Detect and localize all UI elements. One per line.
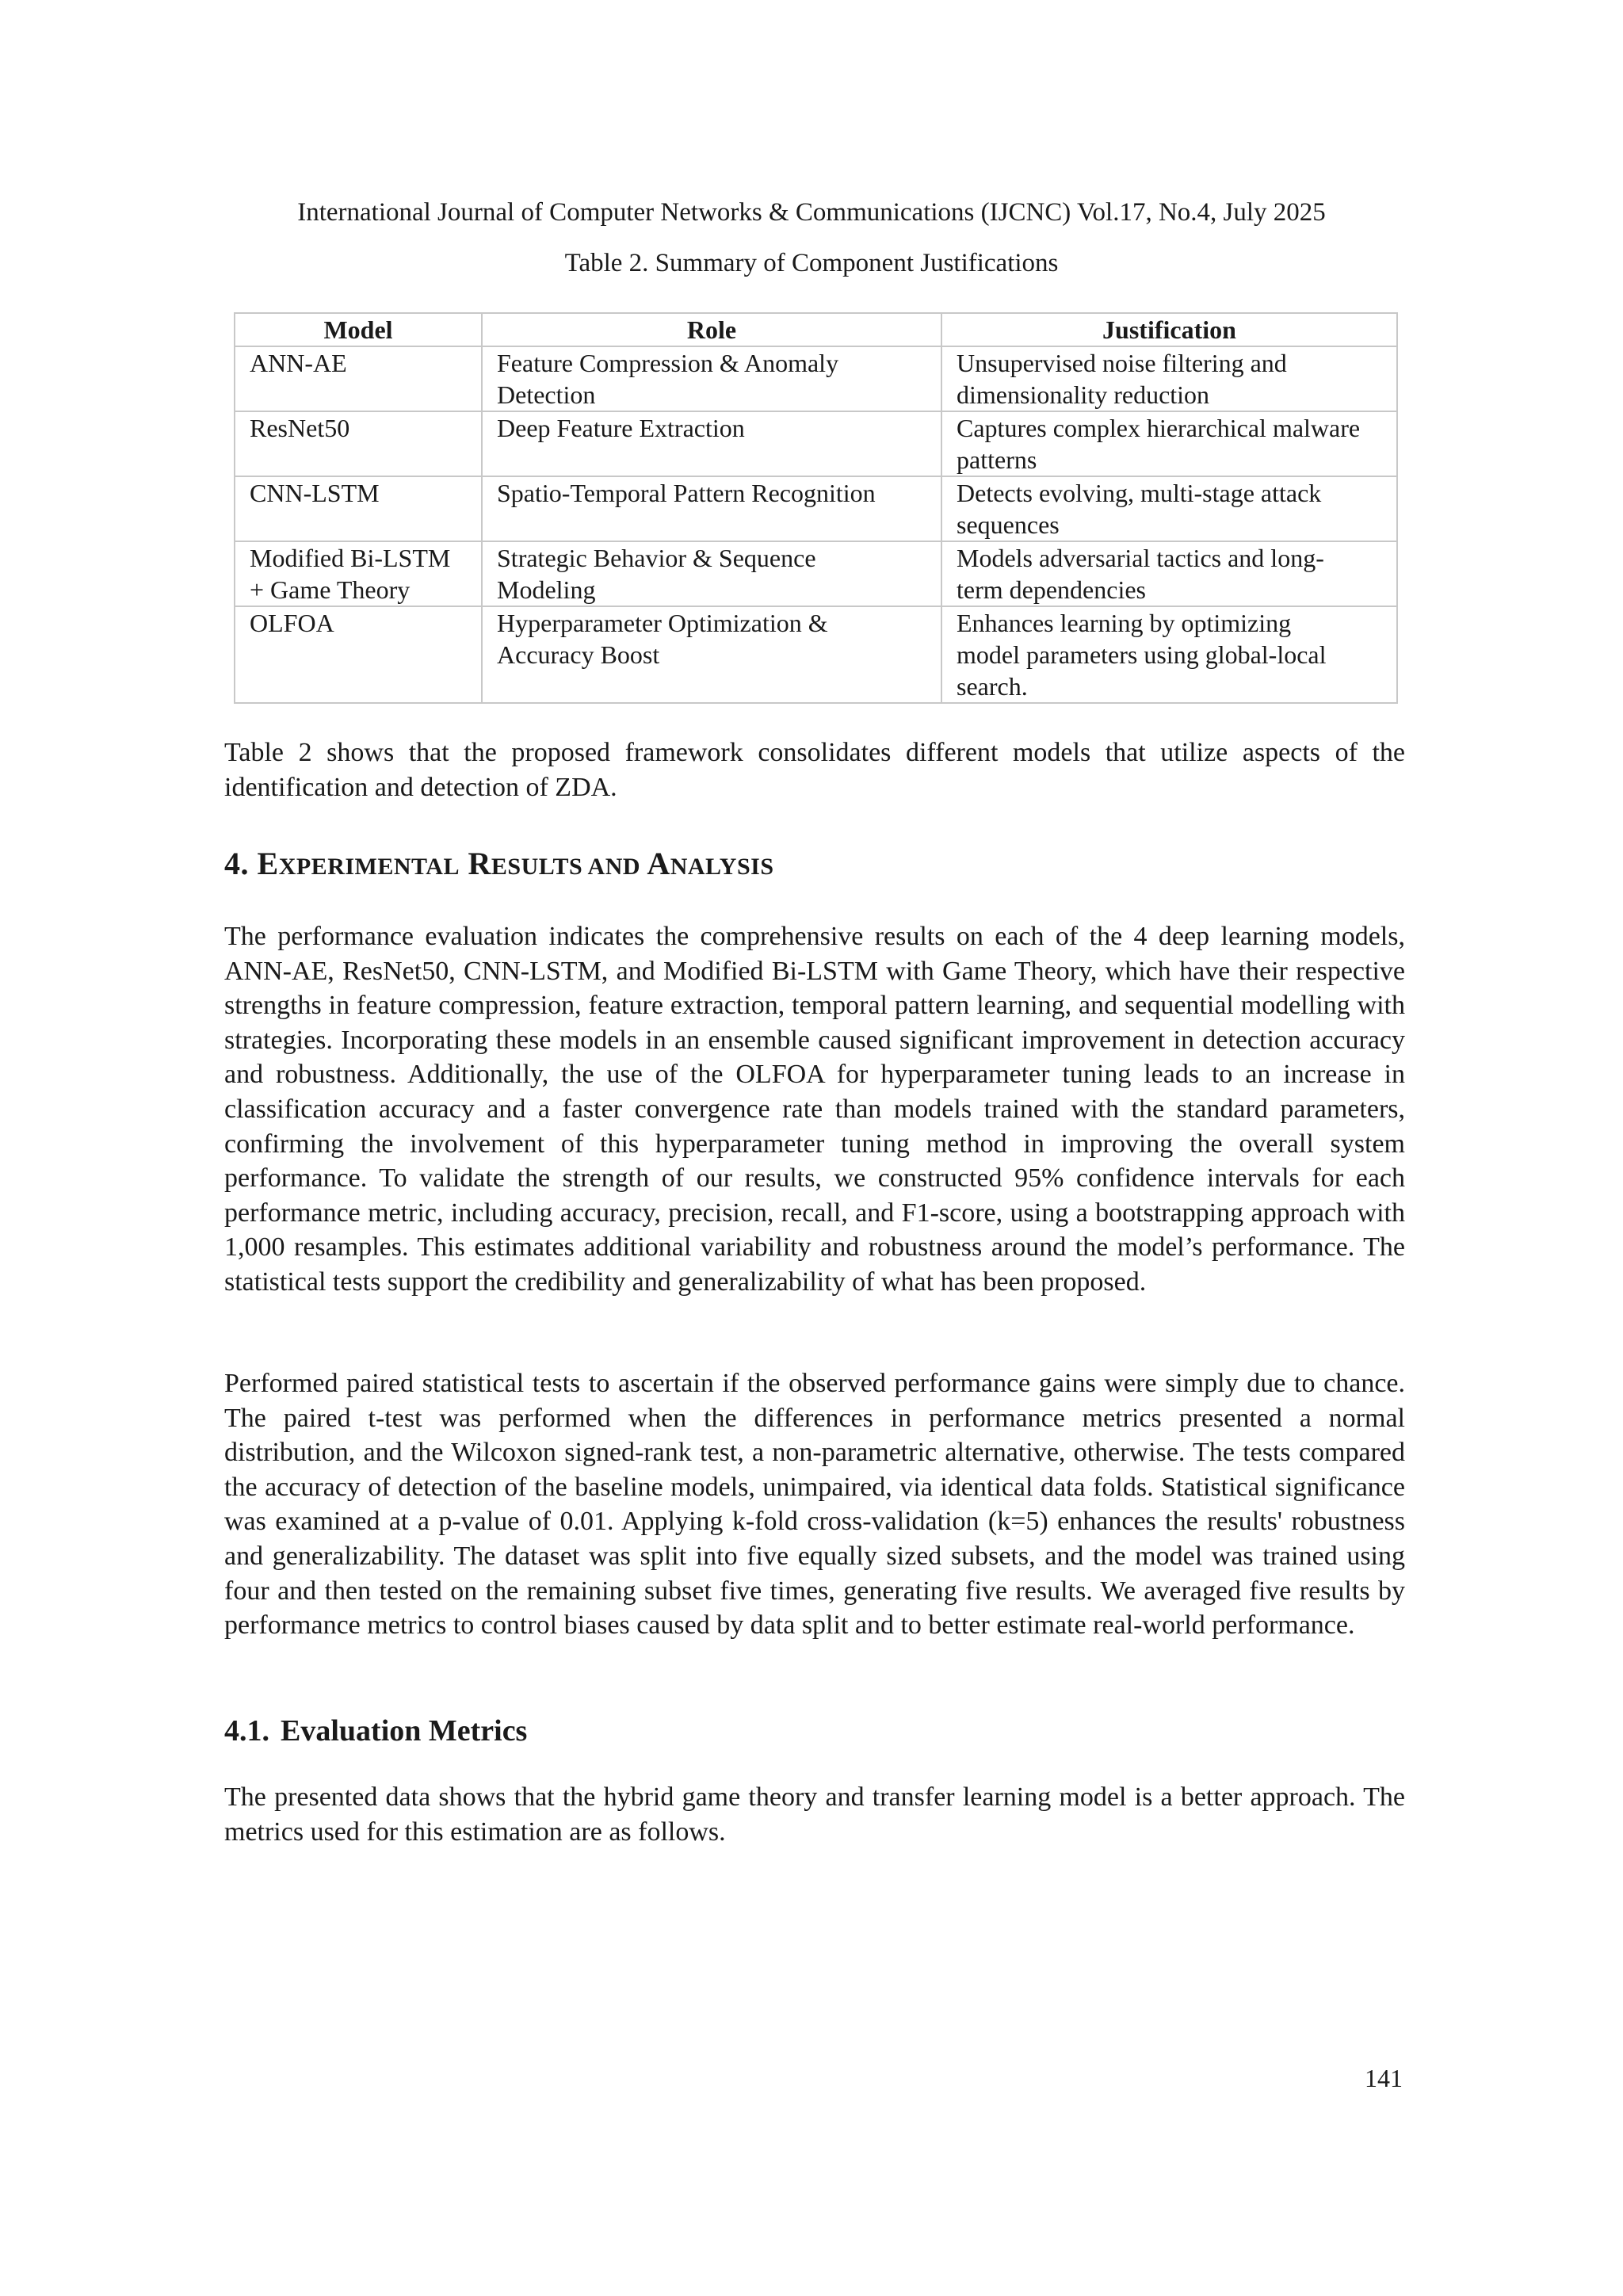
cell-role xyxy=(482,541,941,606)
table-row xyxy=(235,411,1397,476)
cell-line: search. xyxy=(957,672,1028,701)
justification-table xyxy=(234,312,1398,704)
cell-line: Models adversarial tactics and long- xyxy=(957,544,1324,572)
column-header-role: Role xyxy=(482,313,941,346)
subsection-number: 4.1. xyxy=(224,1714,269,1748)
cell-line: sequences xyxy=(957,510,1060,539)
cell-line: Captures complex hierarchical malware xyxy=(957,414,1361,442)
section-heading xyxy=(224,845,774,882)
cell-model xyxy=(235,346,482,411)
cell-justification xyxy=(941,411,1397,476)
cell-justification xyxy=(941,476,1397,541)
cell-model xyxy=(235,411,482,476)
cell-line: Modified Bi-LSTM xyxy=(250,544,451,572)
cell-justification xyxy=(941,541,1397,606)
running-header: International Journal of Computer Networks & Communications (IJCNC) Vol.17, No.4, July 2025 xyxy=(297,198,1326,227)
cell-model xyxy=(235,606,482,703)
cell-line: CNN-LSTM xyxy=(250,479,380,507)
section-number: 4. xyxy=(224,846,249,881)
table-row xyxy=(235,606,1397,703)
heading-word: RESULTS AND xyxy=(468,846,641,881)
cell-line: ResNet50 xyxy=(250,414,350,442)
cell-role xyxy=(482,476,941,541)
heading-word: ANALYSIS xyxy=(647,846,774,881)
column-header-justification: Justification xyxy=(941,313,1397,346)
table-row xyxy=(235,541,1397,606)
cell-line: OLFOA xyxy=(250,609,334,637)
cell-line: Hyperparameter Optimization & xyxy=(497,609,828,637)
table-header-row xyxy=(235,313,1397,346)
cell-role xyxy=(482,411,941,476)
subsection-title: Evaluation Metrics xyxy=(281,1714,528,1748)
experimental-paragraph-1: The performance evaluation indicates the comprehensive results on each of the 4 deep learning models, ANN-AE, ResNet50, CNN-LSTM, and Modified Bi-LSTM with Game Theory, which have their respective strengths in feature compression, feature extraction, temporal pattern learning, and sequential modelling with strategies. Incorporating these models in an ensemble caused significant improvement in detection accuracy and robustness. Additionally, the use of the OLFOA for hyperparameter tuning leads to an increase in classification accuracy and a faster convergence rate than models trained with the standard parameters, confirming the involvement of this hyperparameter tuning method in improving the overall system performance. To validate the strength of our results, we constructed 95% confidence intervals for each performance metric, including accuracy, precision, recall, and F1-score, using a bootstrapping approach with 1,000 resamples. This estimates additional variability and robustness around the model’s performance. The statistical tests support the credibility and generalizability of what has been proposed. xyxy=(224,922,1405,1297)
cell-model xyxy=(235,476,482,541)
cell-justification xyxy=(941,606,1397,703)
table-caption: Table 2. Summary of Component Justifications xyxy=(564,249,1059,277)
cell-role xyxy=(482,606,941,703)
table-row xyxy=(235,476,1397,541)
experimental-paragraph-2: Performed paired statistical tests to ascertain if the observed performance gains were simply due to chance. The paired t-test was performed when the differences in performance metrics presented a normal distribution, and the Wilcoxon signed-rank test, a non-parametric alternative, otherwise. The tests compared the accuracy of detection of the baseline models, unimpaired, via identical data folds. Statistical significance was examined at a p-value of 0.01. Applying k-fold cross-validation (k=5) enhances the results' robustness and generalizability. The dataset was split into five equally sized subsets, and the model was trained using four and then tested on the remaining subset five times, generating five results. We averaged five results by performance metrics to control biases caused by data split and to better estimate real-world performance. xyxy=(224,1369,1405,1641)
cell-justification xyxy=(941,346,1397,411)
cell-role xyxy=(482,346,941,411)
column-header-model: Model xyxy=(235,313,482,346)
cell-line: Spatio-Temporal Pattern Recognition xyxy=(497,479,876,507)
heading-word: EXPERIMENTAL xyxy=(257,846,460,881)
page-number: 141 xyxy=(1365,2064,1403,2092)
cell-model xyxy=(235,541,482,606)
cell-line: Enhances learning by optimizing xyxy=(957,609,1292,637)
cell-line: Detection xyxy=(497,380,596,409)
table-note-paragraph: Table 2 shows that the proposed framework consolidates different models that utilize aspects of the identification and detection of ZDA. xyxy=(224,738,1405,802)
cell-line: Strategic Behavior & Sequence xyxy=(497,544,816,572)
cell-line: Deep Feature Extraction xyxy=(497,414,745,442)
cell-line: patterns xyxy=(957,445,1037,474)
cell-line: model parameters using global-local xyxy=(957,640,1327,669)
cell-line: Detects evolving, multi-stage attack xyxy=(957,479,1322,507)
cell-line: ANN-AE xyxy=(250,349,347,377)
table-row xyxy=(235,346,1397,411)
cell-line: term dependencies xyxy=(957,575,1146,604)
cell-line: Accuracy Boost xyxy=(497,640,660,669)
cell-line: Unsupervised noise filtering and xyxy=(957,349,1287,377)
cell-line: Feature Compression & Anomaly xyxy=(497,349,839,377)
subsection-heading xyxy=(224,1713,527,1748)
cell-line: dimensionality reduction xyxy=(957,380,1210,409)
cell-line: + Game Theory xyxy=(250,575,411,604)
cell-line: Modeling xyxy=(497,575,596,604)
metrics-paragraph: The presented data shows that the hybrid game theory and transfer learning model is a better approach. The metrics used for this estimation are as follows. xyxy=(224,1782,1405,1847)
